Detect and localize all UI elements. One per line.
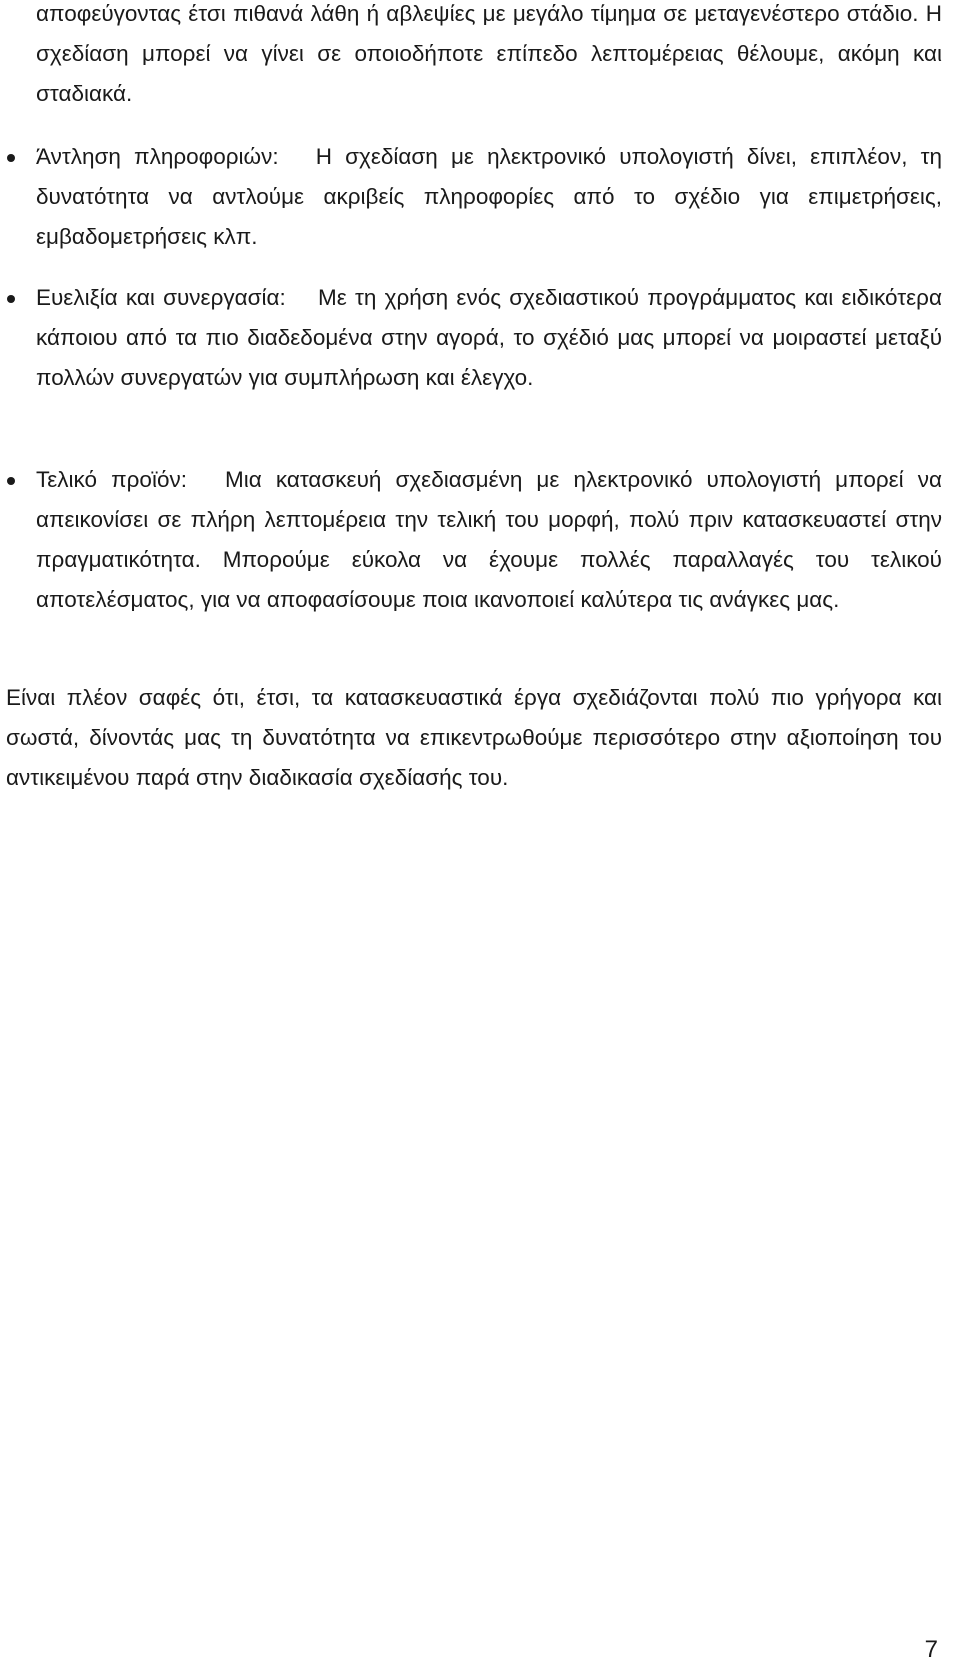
bullet-text: Με τη χρήση ενός σχεδιαστικού προγράμματος και ειδικότερα κάποιου από τα πιο διαδεδομένα στην αγορά, το σχέδιό μας μπορεί να μοιραστεί μεταξύ πολλών συνεργατών για συμπλήρωση και έλεγχο. <box>36 285 942 390</box>
page-number: 7 <box>924 1636 938 1663</box>
bullet-text: Μια κατασκευή σχεδιασμένη με ηλεκτρονικό υπολογιστή μπορεί να απεικονίσει σε πλήρη λεπτομέρεια την τελική του μορφή, πολύ πριν κατασκευαστεί στην πραγματικότητα. Μπορούμε εύκολα να έχουμε πολλές παραλλαγές του τελικού αποτελέσματος, για να αποφασίσουμε ποια ικανοποιεί καλύτερα τις ανάγκες μας. <box>36 467 942 612</box>
bullet-item-flexibility <box>36 278 942 398</box>
conclusion-paragraph <box>6 678 942 798</box>
bullet-icon <box>7 477 15 485</box>
conclusion-text: Είναι πλέον σαφές ότι, έτσι, τα κατασκευαστικά έργα σχεδιάζονται πολύ πιο γρήγορα και σωστά, δίνοντάς μας τη δυνατότητα να επικεντρωθούμε περισσότερο στην αξιοποίηση του αντικειμένου παρά στην διαδικασία σχεδίασής του. <box>6 685 942 790</box>
bullet-icon <box>7 154 15 162</box>
continued-bullet-text <box>36 0 942 114</box>
bullet-term: Τελικό προϊόν: <box>36 467 187 492</box>
bullet-item-data-extraction <box>36 137 942 257</box>
bullet-icon <box>7 295 15 303</box>
bullet-term: Άντληση πληροφοριών: <box>36 144 279 169</box>
bullet-term: Ευελιξία και συνεργασία: <box>36 285 286 310</box>
bullet-text: Η σχεδίαση με ηλεκτρονικό υπολογιστή δίνει, επιπλέον, τη δυνατότητα να αντλούμε ακριβείς πληροφορίες από το σχέδιο για επιμετρήσεις, εμβαδομετρήσεις κλπ. <box>36 144 942 249</box>
continued-text: αποφεύγοντας έτσι πιθανά λάθη ή αβλεψίες με μεγάλο τίμημα σε μεταγενέστερο στάδιο. Η σχεδίαση μπορεί να γίνει σε οποιοδήποτε επίπεδο λεπτομέρειας θέλουμε, ακόμη και σταδιακά. <box>36 1 942 106</box>
bullet-item-final-product <box>36 460 942 620</box>
